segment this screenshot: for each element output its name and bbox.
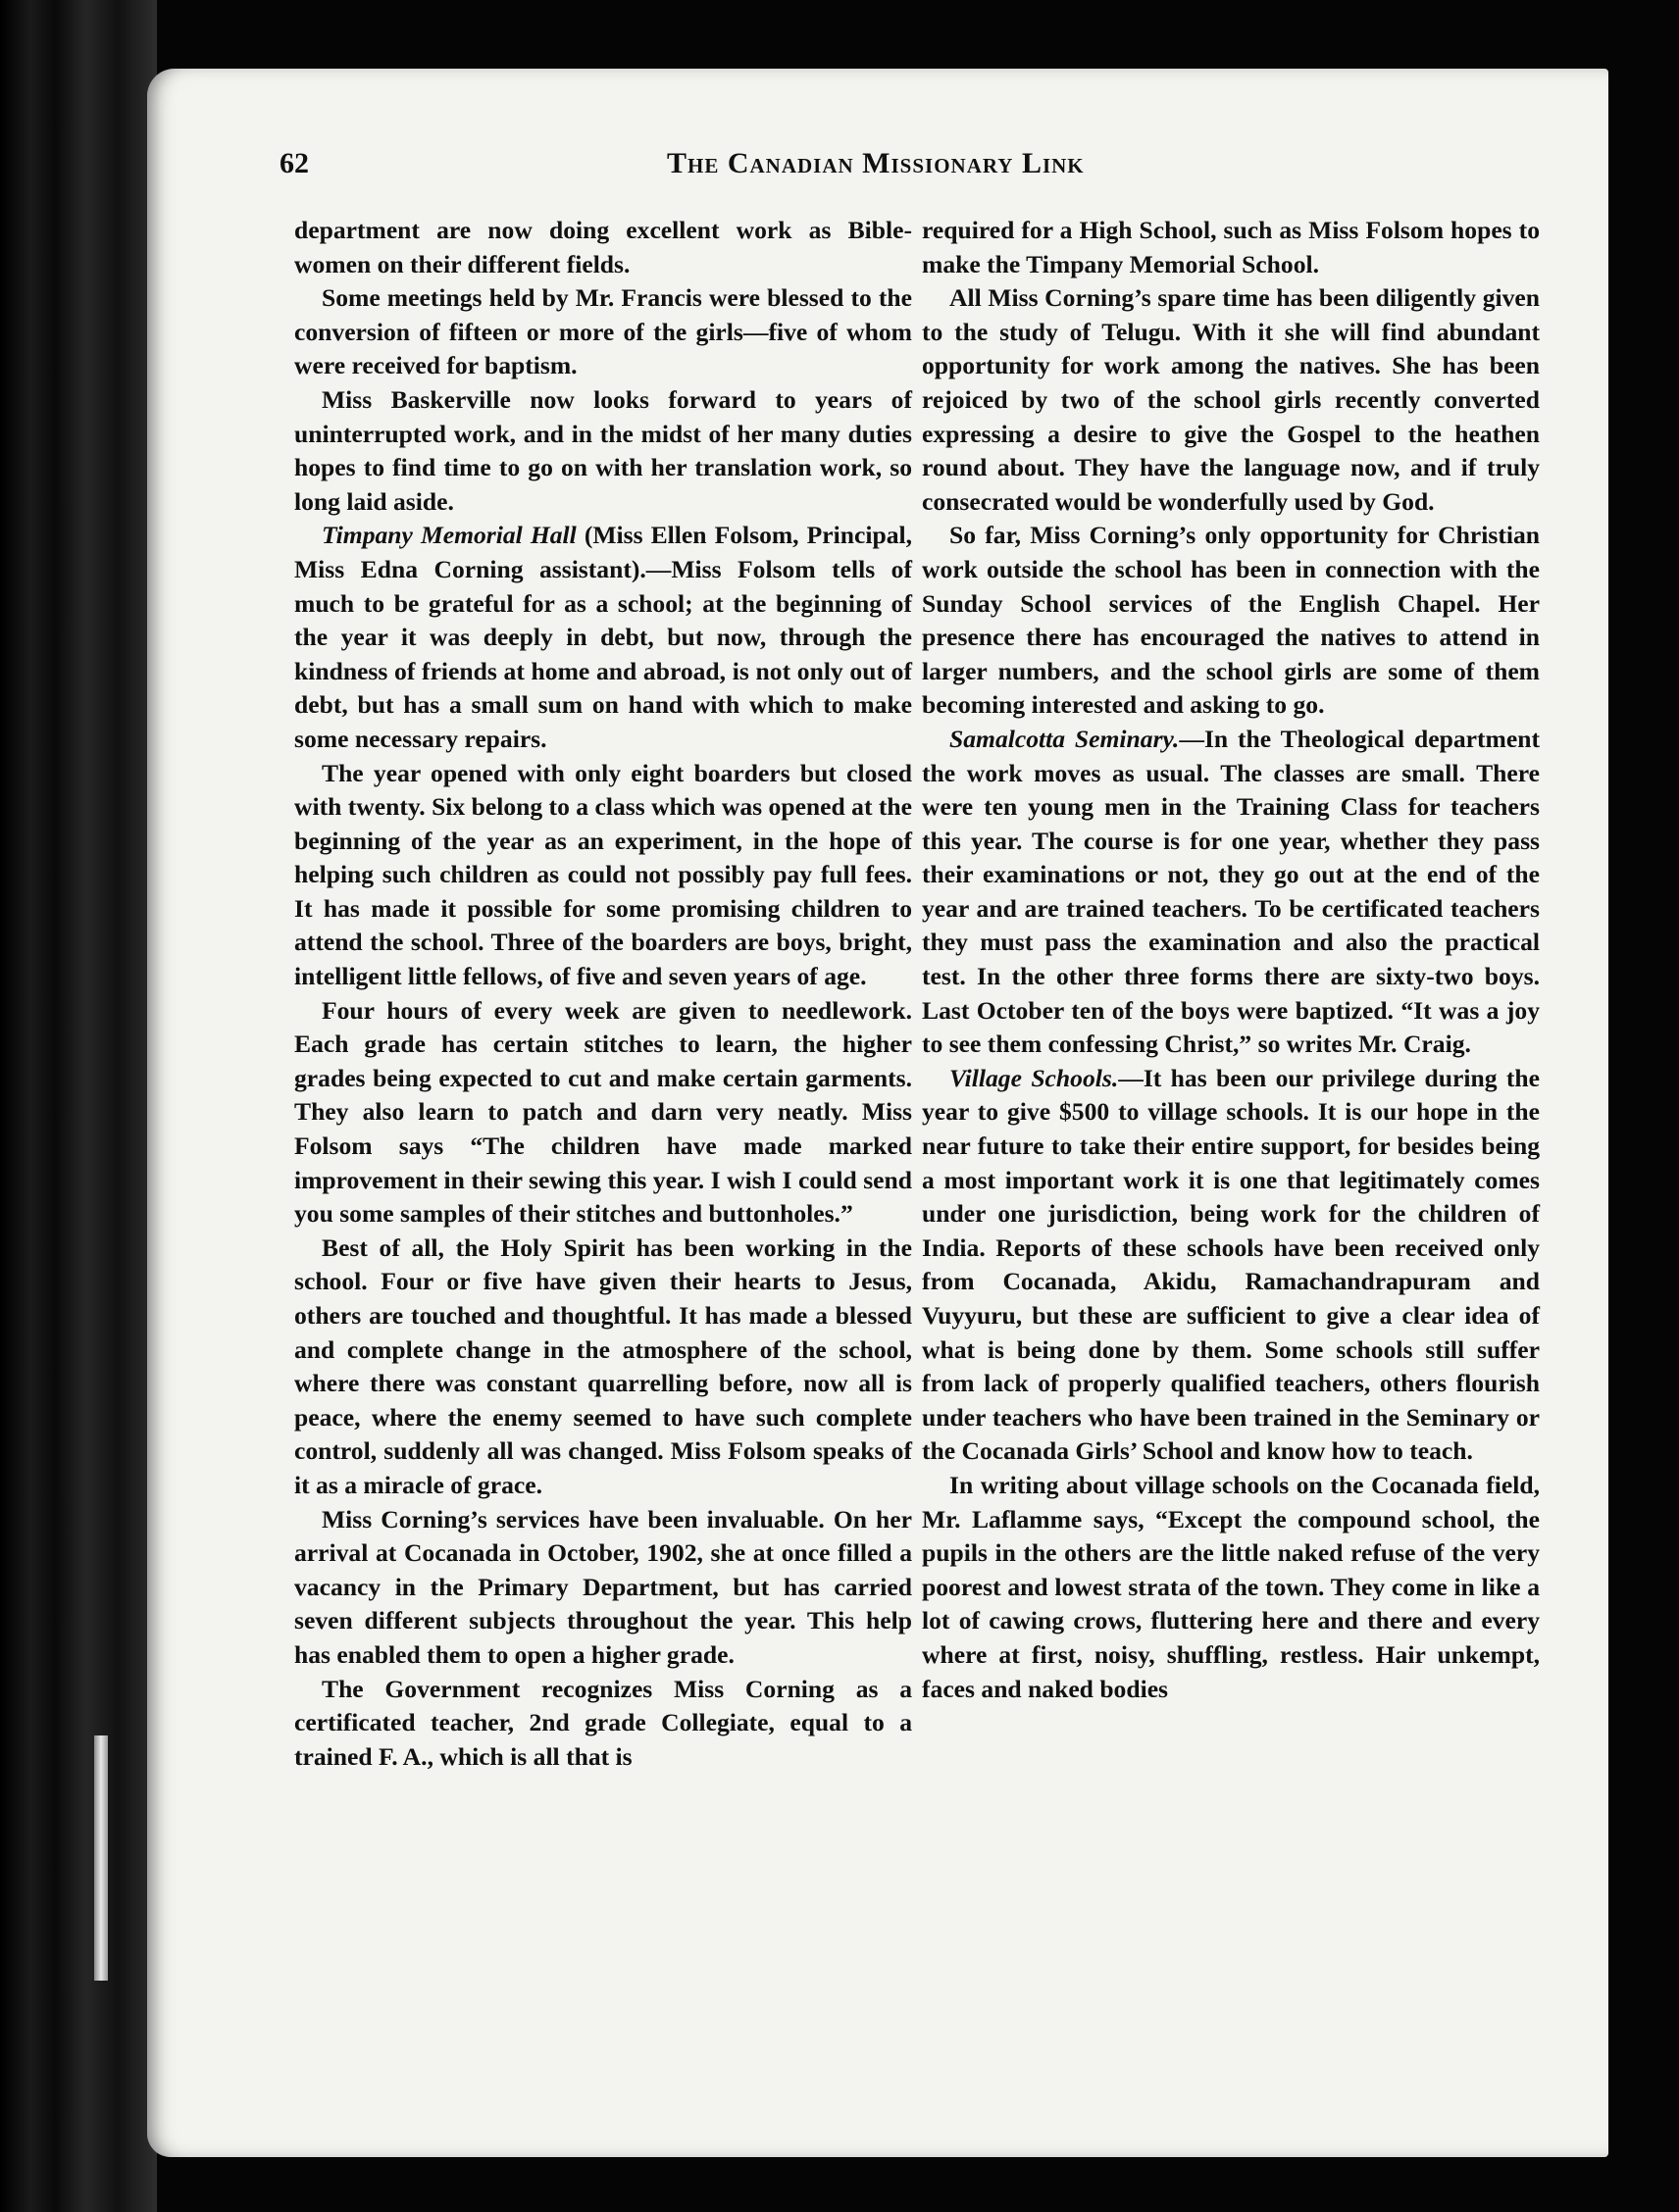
paragraph: The Government recognizes Miss Corning as a certificated teacher, 2nd grade Collegiate, equal to a trained F. A., which is all that is (294, 1674, 912, 1771)
binding-highlight (94, 1735, 108, 1981)
left-column (294, 214, 912, 1774)
paragraph: Best of all, the Holy Spirit has been working in the school. Four or five have given their hearts to Jesus, others are touched and thoughtful. It has made a blessed and complete change in the atmosphere of the school, where there was constant quarrelling before, now all is peace, where the enemy seemed to have such complete control, suddenly all was changed. Miss Folsom speaks of it as a miracle of grace. (294, 1232, 912, 1499)
paragraph: department are now doing excellent work as Bible-women on their different fields. (294, 216, 912, 278)
page-number: 62 (280, 147, 309, 179)
paragraph: In writing about village schools on the Cocanada field, Mr. Laflamme says, “Except the compound school, the pupils in the others are the little naked refuse of the very poorest and lowest strata of the town. They come in like a lot of cawing crows, fluttering here and there and every where at first, noisy, shuffling, restless. Hair unkempt, faces and naked bodies (922, 1470, 1540, 1703)
paragraph-text: (Miss Ellen Folsom, Principal, Miss Edna Corning assistant).—Miss Folsom tells of much to be grateful for as a school; at the beginning of the year it was deeply in debt, but now, through the kindness of friends at home and abroad, is not only out of debt, but has a small sum on hand with which to make some necessary repairs. (294, 521, 912, 753)
paragraph (922, 723, 1540, 1062)
paragraph: required for a High School, such as Miss Folsom hopes to make the Timpany Memorial School. (922, 216, 1540, 278)
paragraph: Miss Corning’s services have been invaluable. On her arrival at Cocanada in October, 1902, she at once filled a vacancy in the Primary Department, but has carried seven different subjects throughout the year. This help has enabled them to open a higher grade. (294, 1504, 912, 1669)
running-head: The Canadian Missionary Link (667, 147, 1085, 179)
paragraph: Four hours of every week are given to needlework. Each grade has certain stitches to learn, the higher grades being expected to cut and make certain garments. They also learn to patch and darn very neatly. Miss Folsom says “The children have made marked improvement in their sewing this year. I wish I could send you some samples of their stitches and buttonholes.” (294, 995, 912, 1229)
paragraph: Miss Baskerville now looks forward to years of uninterrupted work, and in the midst of her many duties hopes to find time to go on with her translation work, so long laid aside. (294, 384, 912, 516)
paragraph (294, 519, 912, 756)
book-page (147, 69, 1608, 2157)
right-column (922, 214, 1540, 1706)
paragraph-text: —In the Theological department the work moves as usual. The classes are small. There were ten young men in the Training Class for teachers this year. The course is for one year, whether they pass their examinations or not, they go out at the end of the year and are trained teachers. To be certificated teachers they must pass the examination and also the practical test. In the other three forms there are sixty-two boys. Last October ten of the boys were baptized. “It was a joy to see them confessing Christ,” so writes Mr. Craig. (922, 724, 1540, 1059)
paragraph: The year opened with only eight boarders but closed with twenty. Six belong to a class which was opened at the beginning of the year as an experiment, in the hope of helping such children as could not possibly pay full fees. It has made it possible for some promising children to attend the school. Three of the boarders are boys, bright, intelligent little fellows, of five and seven years of age. (294, 758, 912, 991)
paragraph: So far, Miss Corning’s only opportunity for Christian work outside the school has been in connection with the Sunday School services of the English Chapel. Her presence there has encouraged the natives to attend in larger numbers, and the school girls are some of them becoming interested and asking to go. (922, 521, 1540, 720)
paragraph (922, 1062, 1540, 1469)
paragraph: All Miss Corning’s spare time has been diligently given to the study of Telugu. With it she will find abundant opportunity for work among the natives. She has been rejoiced by two of the school girls recently converted expressing a desire to give the Gospel to the heathen round about. They have the language now, and if truly consecrated would be wonderfully used by God. (922, 283, 1540, 516)
paragraph: Some meetings held by Mr. Francis were blessed to the conversion of fifteen or more of the girls—five of whom were received for baptism. (294, 283, 912, 380)
book-binding-edge (0, 0, 157, 2212)
section-heading: Timpany Memorial Hall (322, 521, 577, 550)
paragraph-text: —It has been our privilege during the year to give $500 to village schools. It is our hope in the near future to take their entire support, for besides being a most important work it is one that legitimately comes under one jurisdiction, being work for the children of India. Reports of these schools have been received only from Cocanada, Akidu, Ramachandrapuram and Vuyyuru, but these are sufficient to give a clear idea of what is being done by them. Some schools still suffer from lack of properly qualified teachers, others flourish under teachers who have been trained in the Seminary or the Cocanada Girls’ School and know how to teach. (922, 1063, 1540, 1466)
section-heading: Samalcotta Seminary. (949, 724, 1180, 753)
section-heading: Village Schools. (949, 1063, 1119, 1092)
